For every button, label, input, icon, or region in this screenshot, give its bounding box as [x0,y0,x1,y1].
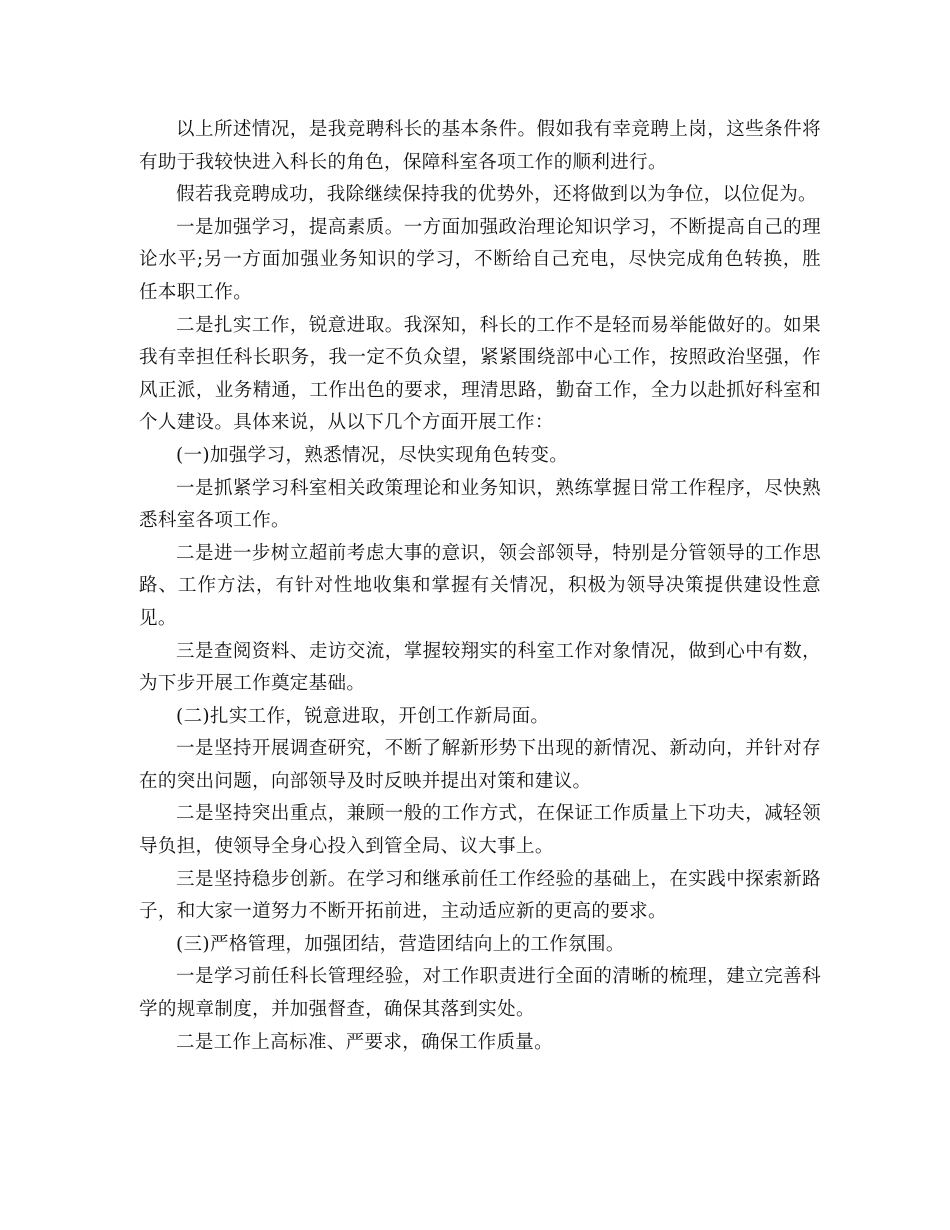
paragraph: 二是进一步树立超前考虑大事的意识，领会部领导，特别是分管领导的工作思路、工作方法，有针对性地收集和掌握有关情况，积极为领导决策提供建设性意见。 [139,542,821,629]
paragraph: 一是坚持开展调查研究，不断了解新形势下出现的新情况、新动向，并针对存在的突出问题，向部领导及时反映并提出对策和建议。 [139,738,821,792]
paragraph: 二是坚持突出重点，兼顾一般的工作方式，在保证工作质量上下功夫，减轻领导负担，使领导全身心投入到管全局、议大事上。 [139,803,821,858]
paragraph: 以上所述情况，是我竞聘科长的基本条件。假如我有幸竞聘上岗，这些条件将有助于我较快进入科长的角色，保障科室各项工作的顺利进行。 [139,119,821,173]
paragraph: 三是查阅资料、走访交流，掌握较翔实的科室工作对象情况，做到心中有数，为下步开展工作奠定基础。 [139,640,821,695]
paragraph: 二是工作上高标准、严要求，确保工作质量。 [176,1031,554,1053]
paragraph: 一是抓紧学习科室相关政策理论和业务知识，熟练掌握日常工作程序，尽快熟悉科室各项工作。 [139,477,821,532]
paragraph: 二是扎实工作，锐意进取。我深知，科长的工作不是轻而易举能做好的。如果我有幸担任科长职务，我一定不负众望，紧紧围绕部中心工作，按照政治坚强，作风正派，业务精通，工作出色的要求，理清思路，勤奋工作，全力以赴抓好科室和个人建设。具体来说，从以下几个方面开展工作： [139,314,821,434]
section-heading: (三)严格管理，加强团结，营造团结向上的工作氛围。 [176,933,625,955]
section-heading: (二)扎实工作，锐意进取，开创工作新局面。 [176,705,550,727]
paragraph: 三是坚持稳步创新。在学习和继承前任工作经验的基础上，在实践中探索新路子，和大家一道努力不断开拓前进，主动适应新的更高的要求。 [139,868,821,923]
paragraph: 一是学习前任科长管理经验，对工作职责进行全面的清晰的梳理，建立完善科学的规章制度，并加强督查，确保其落到实处。 [139,966,821,1021]
paragraph: 假若我竞聘成功，我除继续保持我的优势外，还将做到以为争位，以位促为。 [176,184,817,206]
section-heading: (一)加强学习，熟悉情况，尽快实现角色转变。 [176,444,569,466]
document-body [139,114,821,1059]
paragraph: 一是加强学习，提高素质。一方面加强政治理论知识学习，不断提高自己的理论水平;另一方面加强业务知识的学习，不断给自己充电，尽快完成角色转换，胜任本职工作。 [139,216,821,303]
